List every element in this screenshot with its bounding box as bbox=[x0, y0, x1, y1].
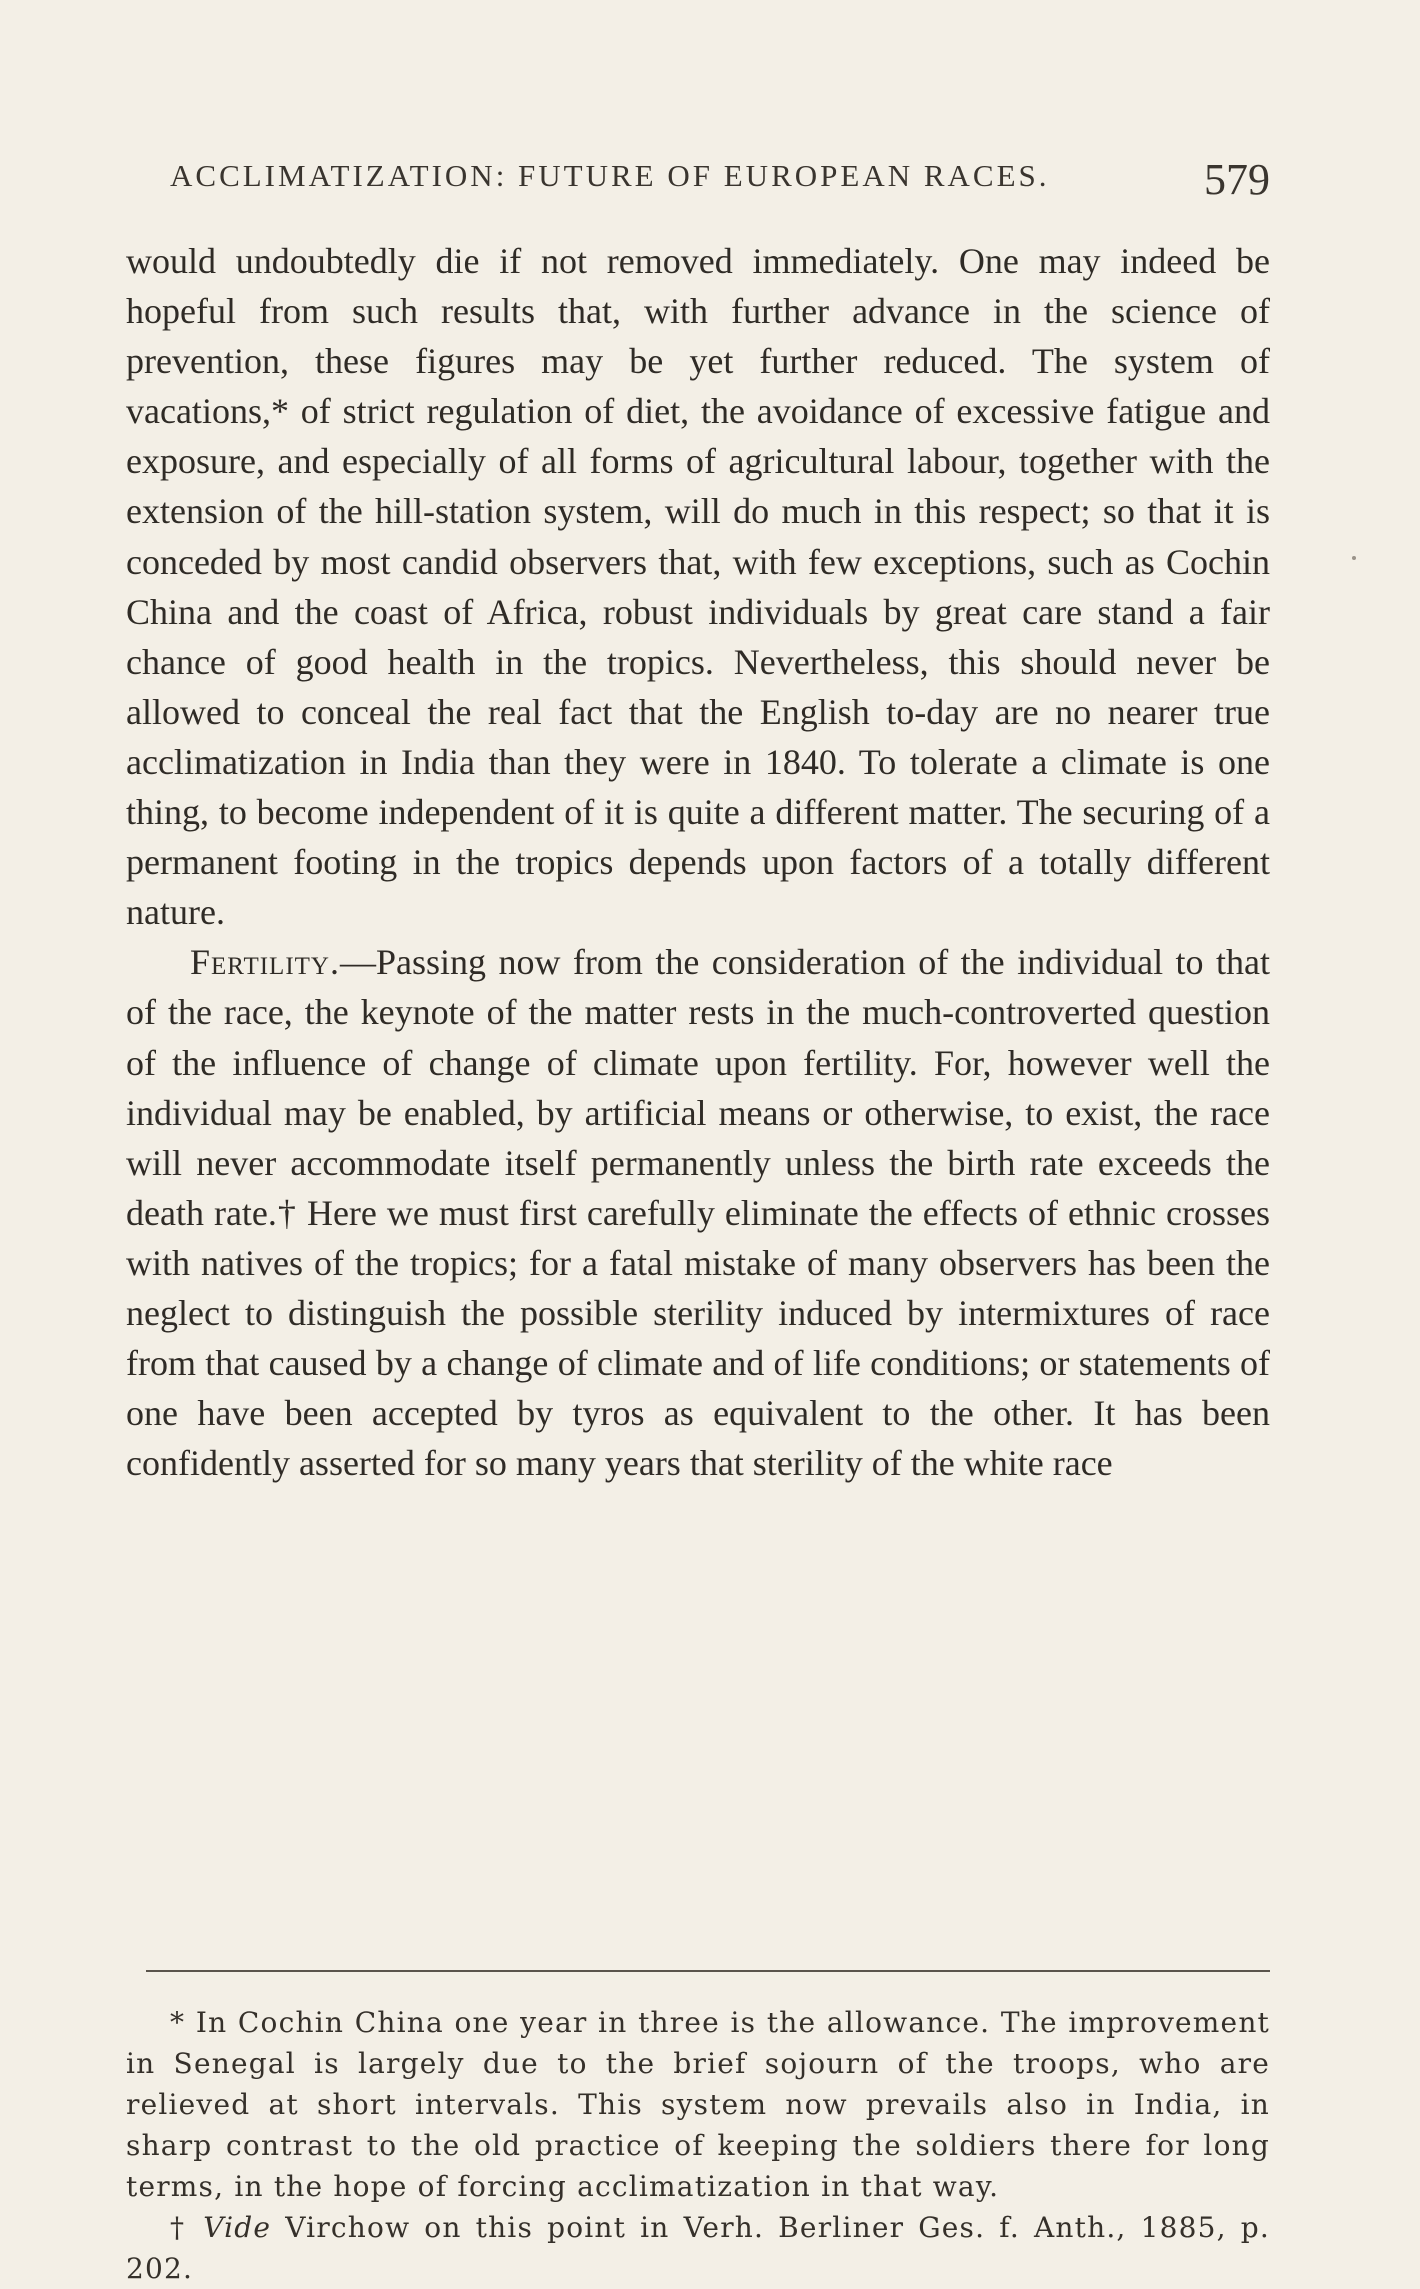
footnote-mark: † bbox=[170, 2211, 190, 2244]
footnote bbox=[126, 2207, 1270, 2289]
footnote-text: Virchow on this point in Verh. Berliner Ges. f. Anth., 1885, p. 202. bbox=[126, 2211, 1270, 2285]
paragraph-text: —Passing now from the consideration of the individual to that of the race, the keynote of the matter rests in the much-controverted question of the influence of change of climate upon fertility. For, however well the individual may be enabled, by artificial means or otherwise, to exist, the race will never accommodate itself permanently unless the birth rate exceeds the death rate.† Here we must first carefully eliminate the effects of ethnic crosses with natives of the tropics; for a fatal mistake of many observers has been the neglect to distinguish the possible sterility induced by intermixtures of race from that caused by a change of climate and of life conditions; or statements of one have been accepted by tyros as equivalent to the other. It has been confidently asserted for so many years that sterility of the white race bbox=[126, 942, 1270, 1484]
footnote-italic: Vide bbox=[203, 2211, 272, 2244]
book-page bbox=[126, 150, 1270, 2285]
page-number: 579 bbox=[1204, 155, 1270, 204]
running-head bbox=[126, 150, 1270, 210]
paragraph bbox=[126, 937, 1270, 1488]
body-text bbox=[126, 236, 1270, 1488]
section-lead: Fertility. bbox=[190, 942, 340, 983]
running-title: ACCLIMATIZATION: FUTURE OF EUROPEAN RACES. bbox=[170, 158, 1050, 193]
footnote: * In Cochin China one year in three is the allowance. The improvement in Senegal is largely due to the brief sojourn of the troops, who are relieved at short intervals. This system now prevails also in India, in sharp contrast to the old practice of keeping the soldiers there for long terms, in the hope of forcing acclimatization in that way. bbox=[126, 2006, 1270, 2203]
print-speck bbox=[1352, 556, 1356, 560]
paragraph: would undoubtedly die if not removed immediately. One may indeed be hopeful from such results that, with further advance in the science of prevention, these figures may be yet further reduced. The system of vacations,* of strict regulation of diet, the avoidance of excessive fatigue and exposure, and especially of all forms of agricultural labour, together with the extension of the hill-station system, will do much in this respect; so that it is conceded by most candid observers that, with few exceptions, such as Cochin China and the coast of Africa, robust individuals by great care stand a fair chance of good health in the tropics. Nevertheless, this should never be allowed to conceal the real fact that the English to-day are no nearer true acclimatization in India than they were in 1840. To tolerate a climate is one thing, to become independent of it is quite a different matter. The securing of a permanent footing in the tropics depends upon factors of a totally different nature. bbox=[126, 241, 1270, 933]
footnote-rule bbox=[146, 1970, 1270, 1972]
footnotes bbox=[126, 2002, 1270, 2289]
